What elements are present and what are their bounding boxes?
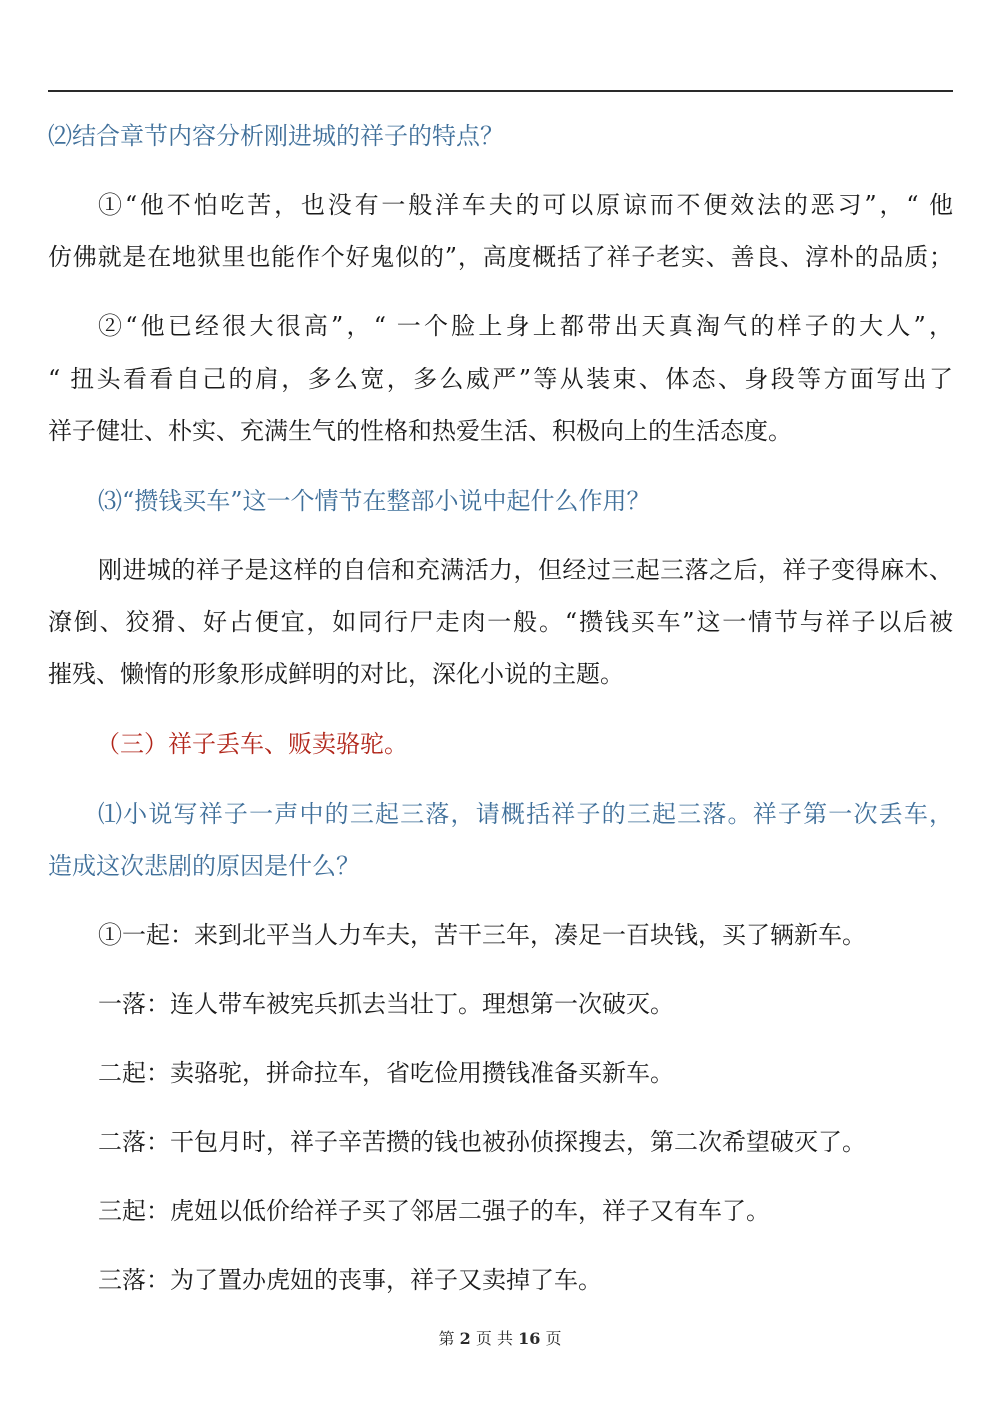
q3-answer-line3: 摧残、懒惰的形象形成鲜明的对比，深化小说的主题。 [48,660,624,688]
q2-answer2-line2: “ 扭头看看自己的肩，多么宽，多么威严”等从装束、体态、身段等方面写出了 [48,365,953,393]
total-page-count: 16 [518,1329,541,1348]
q3-answer-line1: 刚进城的祥子是这样的自信和充满活力，但经过三起三落之后，祥子变得麻木、 [98,556,953,584]
fall-3: 三落：为了置办虎妞的丧事，祥子又卖掉了车。 [98,1266,602,1294]
footer-suffix: 页 [545,1329,562,1348]
page-footer [0,1326,1000,1349]
fall-1: 一落：连人带车被宪兵抓去当壮丁。理想第一次破灭。 [98,990,674,1018]
rise-3: 三起：虎妞以低价给祥子买了邻居二强子的车，祥子又有车了。 [98,1197,770,1225]
fall-2: 二落：干包月时，祥子辛苦攒的钱也被孙侦探搜去，第二次希望破灭了。 [98,1128,866,1156]
current-page-number: 2 [459,1329,471,1348]
q2-heading: ⑵结合章节内容分析刚进城的祥子的特点？ [48,122,504,150]
q3-heading: ⑶“攒钱买车”这一个情节在整部小说中起什么作用？ [98,487,651,515]
rise-1: ①一起：来到北平当人力车夫，苦干三年，凑足一百块钱，买了辆新车。 [98,921,866,949]
q2-answer1-line1: ①“他不怕吃苦，也没有一般洋车夫的可以原谅而不便效法的恶习”，“ 他 [98,191,953,219]
header-rule [48,90,953,92]
q3-answer-line2: 潦倒、狡猾、好占便宜，如同行尸走肉一般。“攒钱买车”这一情节与祥子以后被 [48,608,953,636]
q2-answer1-line2: 仿佛就是在地狱里也能作个好鬼似的”，高度概括了祥子老实、善良、淳朴的品质； [48,243,953,271]
section3-title: （三）祥子丢车、贩卖骆驼。 [96,730,408,758]
section3-question-line2: 造成这次悲剧的原因是什么？ [48,852,360,880]
section3-question-line1: ⑴小说写祥子一声中的三起三落，请概括祥子的三起三落。祥子第一次丢车， [98,800,953,828]
q2-answer2-line3: 祥子健壮、朴实、充满生气的性格和热爱生活、积极向上的生活态度。 [48,417,792,445]
q2-answer2-line1: ②“他已经很大很高”，“ 一个脸上身上都带出天真淘气的样子的大人”， [98,312,953,340]
footer-middle: 页 共 [475,1329,513,1348]
footer-prefix: 第 [438,1329,455,1348]
rise-2: 二起：卖骆驼，拼命拉车，省吃俭用攒钱准备买新车。 [98,1059,674,1087]
